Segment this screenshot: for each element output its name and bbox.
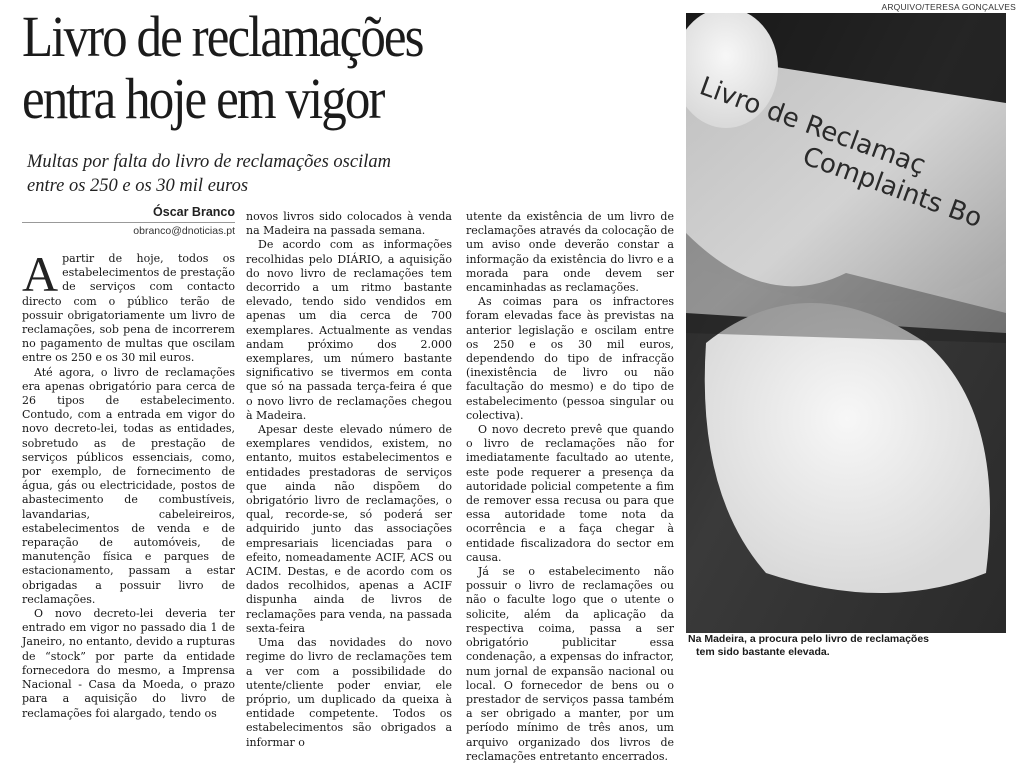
lead-paragraph	[22, 246, 235, 366]
paragraph: O novo decreto-lei deveria ter entrado em vigor no passado dia 1 de Janeiro, no entanto, devido a rupturas de “stock” por parte da entidade fornecedora do mesmo, a Imprensa Nacional - Casa da Moeda, o prazo para a aquisição do livro de reclamações foi alargado, tendo os	[22, 607, 235, 720]
photo-caption	[688, 633, 1018, 659]
photo-credit: ARQUIVO/TERESA GONÇALVES	[881, 2, 1016, 12]
paragraph: Já se o estabelecimento não possuir o livro de reclamações ou não o faculte logo que o utente o solicite, além da aplicação da respectiva coima, passa a ser obrigatório publicitar essa condenação, a expensas do infractor, num jornal de expansão nacional ou local. O fornecedor de bens ou o prestador de serviços passa também a ser obrigado a manter, por um período mínimo de três anos, um arquivo organizado dos livros de reclamações entretanto encerrados.	[466, 565, 674, 763]
paragraph: utente da existência de um livro de reclamações através da colocação de um aviso onde deverão constar a informação da existência do livro e a morada para onde devem ser encaminhadas as reclamações.	[466, 210, 674, 295]
article-photo	[686, 13, 1006, 633]
paragraph: Até agora, o livro de reclamações era apenas obrigatório para cerca de 26 tipos de estabelecimento. Contudo, com a entrada em vigor do novo decreto-lei, todas as entidades, sobretudo as de prestação de serviços públicos essenciais, como, por exemplo, de fornecimento de água, gás ou electricidade, postos de abastecimento de combustíveis, lavandarias, cabeleireiros, estabelecimentos de venda e de reparação de automóveis, de manutenção física e parques de estacionamento, passam a estar obrigadas a possuir livro de reclamações.	[22, 365, 235, 606]
paragraph: O novo decreto prevê que quando o livro de reclamações não for imediatamente facultado ao utente, este pode requerer a presença da autoridade policial competente a fim de remover essa recusa ou para que essa autoridade tome nota da ocorrência e a faça chegar à entidade fiscalizadora do sector em causa.	[466, 423, 674, 564]
book-title-text: Livro de Reclamaç	[695, 71, 930, 182]
subheadline: Multas por falta do livro de reclamações oscilam entre os 250 e os 30 mil euros	[27, 152, 391, 196]
paragraph: Apesar deste elevado número de exemplares vendidos, existem, no entanto, muitos estabelecimentos e entidades prestadoras de serviços que ainda não dispõem do obrigatório livro de reclamações, o qual, recorde-se, só poderá ser adquirido junto das associações empresariais licenciadas para o efeito, nomeadamente ACIF, ACS ou ACIM. Destas, e de acordo com os dados recolhidos, apenas a ACIF dispunha ainda de livros de reclamações para venda, na passada sexta-feira	[246, 423, 452, 635]
lead-text: partir de hoje, todos os estabelecimentos de prestação de serviços com contacto directo com o público terão de possuir obrigatoriamente um livro de reclamações, sob pena de incorrerem no pagamento de multas que oscilam entre os 250 e os 30 mil euros.	[22, 252, 235, 365]
paragraph: As coimas para os infractores foram elevadas face às previstas na anterior legislação e oscilam entre os 250 e os 30 mil euros, dependendo do tipo de infracção (inexistência de livro ou não facultação do mesmo) e do tipo de estabelecimento (pessoa singular ou colectiva).	[466, 295, 674, 422]
caption-line-2: tem sido bastante elevada.	[696, 646, 830, 658]
book-subtitle-text: Complaints Bo	[798, 141, 986, 235]
author-byline: Óscar Branco	[22, 205, 235, 223]
headline: Livro de reclamações entra hoje em vigor	[22, 4, 423, 131]
article-column-3	[466, 210, 674, 764]
caption-line-1: Na Madeira, a procura pelo livro de reclamações	[688, 633, 930, 645]
paragraph: Uma das novidades do novo regime do livro de reclamações tem a ver com a possibilidade do utente/cliente poder enviar, ele próprio, um duplicado da queixa à entidade competente. Todos os estabelecimentos são obrigados a informar o	[246, 636, 452, 749]
article-column-2	[246, 210, 452, 750]
paragraph: De acordo com as informações recolhidas pelo DIÁRIO, a aquisição do novo livro de reclamações tem decorrido a um ritmo bastante elevado, tendo sido vendidos em apenas um dia cerca de 700 exemplares. Actualmente as vendas andam próximo dos 2.000 exemplares, um número bastante significativo se tivermos em conta que só na passada terça-feira é que o novo livro de reclamações chegou à Madeira.	[246, 238, 452, 422]
drop-cap: A	[22, 246, 59, 302]
paragraph: novos livros sido colocados à venda na Madeira na passada semana.	[246, 210, 452, 238]
article-column-1	[22, 205, 235, 721]
complaints-book-image	[686, 13, 1006, 633]
author-email[interactable]: obranco@dnoticias.pt	[133, 225, 235, 237]
